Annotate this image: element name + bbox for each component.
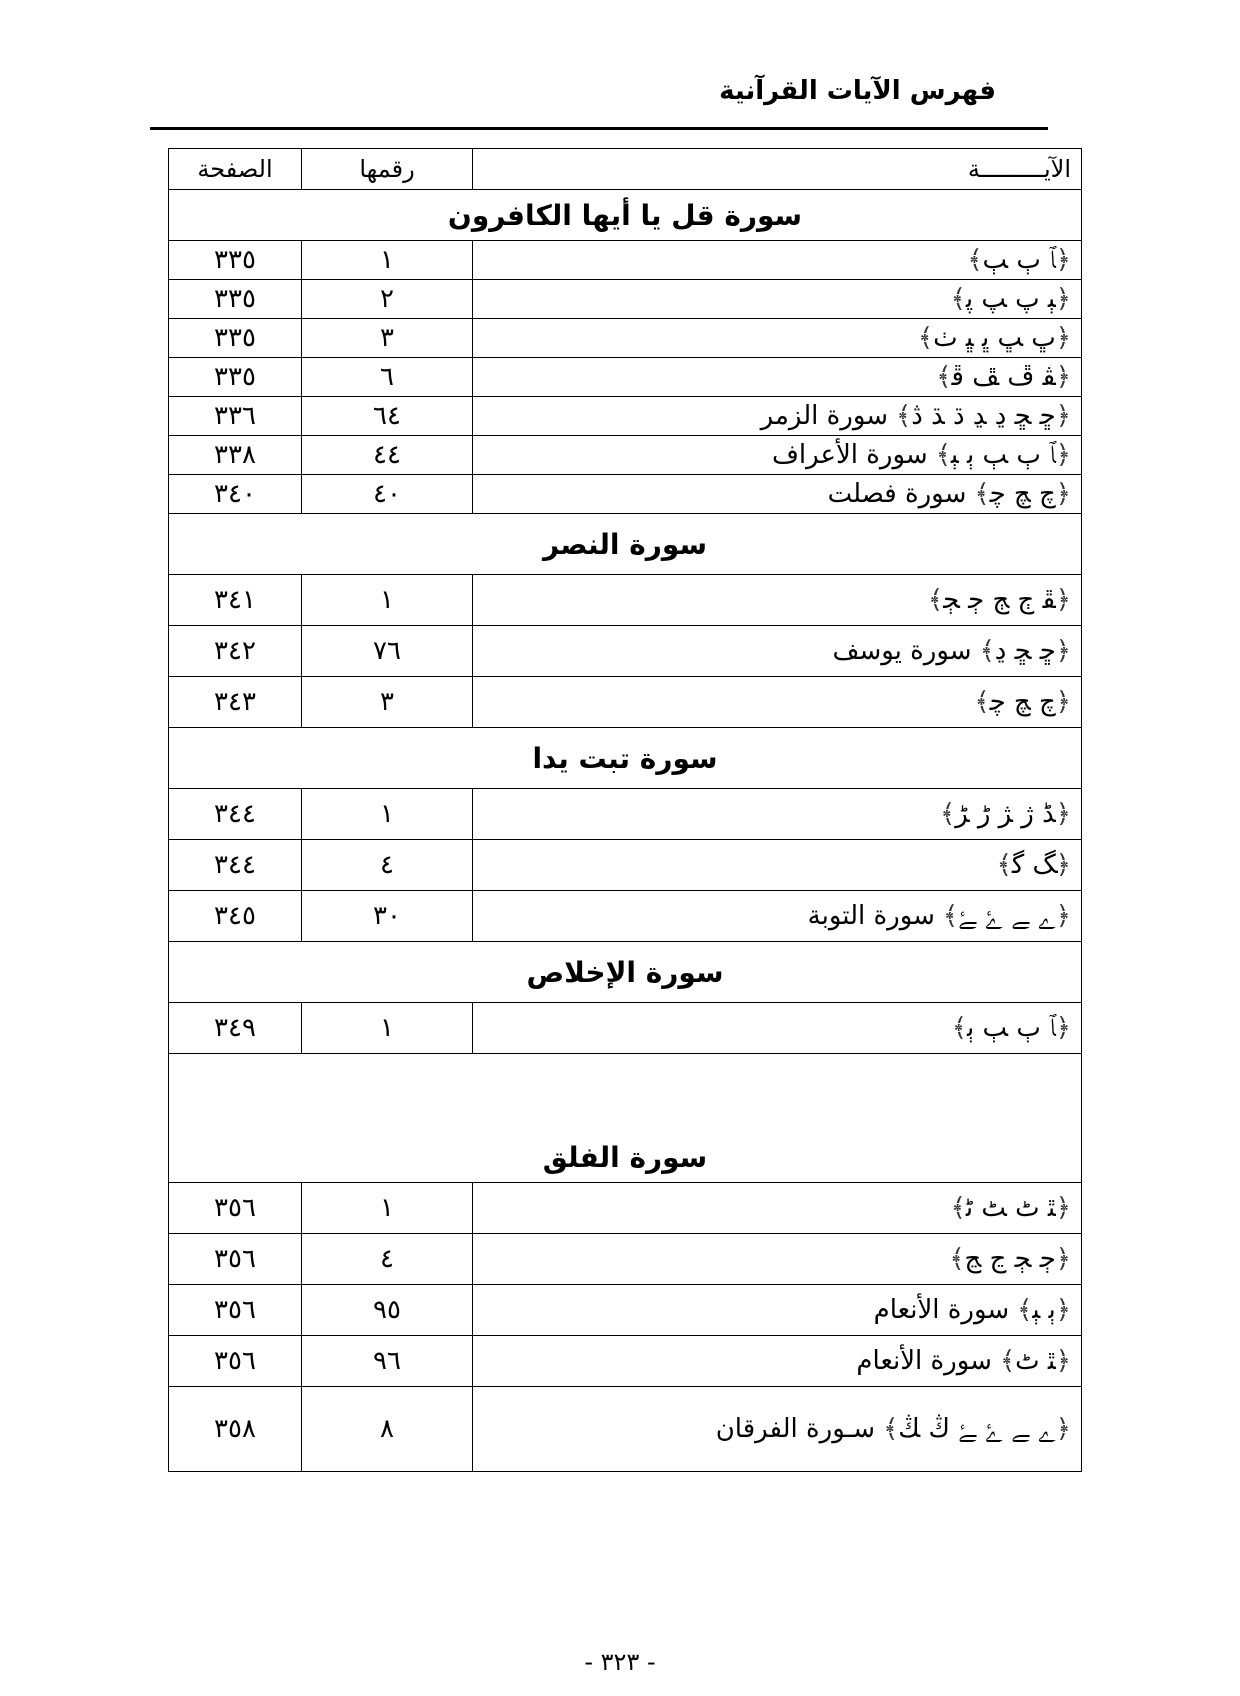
- verse-number-cell: ٦٤: [302, 397, 473, 436]
- surah-heading-row: [169, 190, 1082, 241]
- verse-cell: [473, 1336, 1082, 1387]
- ornamental-bracket-open-icon: ﴿: [1055, 284, 1071, 314]
- page-number-cell: ٣٣٦: [169, 397, 302, 436]
- surah-reference: سورة الزمر: [760, 401, 889, 431]
- ornamental-bracket-close-icon: ﴾: [917, 323, 934, 353]
- ornamental-bracket-close-icon: ﴾: [950, 284, 966, 314]
- surah-heading-row: [169, 942, 1082, 1003]
- ornamental-bracket-close-icon: ﴾: [935, 439, 951, 470]
- page-number-cell: ٣٣٥: [169, 319, 302, 358]
- page-number-cell: ٣٤٩: [169, 1003, 302, 1054]
- ornamental-bracket-open-icon: ﴿: [1055, 687, 1071, 717]
- verse-cell: [473, 1234, 1082, 1285]
- ornamental-bracket-close-icon: ﴾: [896, 401, 912, 431]
- page-number-cell: ٣٤٤: [169, 840, 302, 891]
- ornamental-bracket-open-icon: ﴿: [1055, 585, 1071, 615]
- surah-reference: سورة الأنعام: [873, 1295, 1010, 1325]
- surah-reference: سورة التوبة: [807, 900, 935, 931]
- verse-number-cell: ٩٦: [302, 1336, 473, 1387]
- verse-number-cell: ١: [302, 575, 473, 626]
- page-title: فهرس الآيات القرآنية: [719, 76, 996, 106]
- ornamental-bracket-close-icon: ﴾: [996, 850, 1012, 880]
- verse-number-cell: ١: [302, 1003, 473, 1054]
- ornamental-bracket-open-icon: ﴿: [1055, 439, 1071, 470]
- ornamental-bracket-open-icon: ﴿: [1055, 850, 1071, 880]
- verse-cell: [473, 319, 1082, 358]
- table-row: [169, 1183, 1082, 1234]
- table-row: [169, 1234, 1082, 1285]
- verse-glyphs: ﮉ ﮊ ﮋ ﮌ ﮍ: [955, 799, 1056, 829]
- page-number-cell: ٣٤١: [169, 575, 302, 626]
- verse-cell: [473, 475, 1082, 514]
- title-divider: [150, 127, 1048, 130]
- verse-index-table: [168, 148, 1082, 1472]
- verse-number-cell: ٤٠: [302, 475, 473, 514]
- verse-cell: [473, 575, 1082, 626]
- table-row: [169, 789, 1082, 840]
- table-row: [169, 280, 1082, 319]
- table-row: [169, 475, 1082, 514]
- verse-cell: [473, 1183, 1082, 1234]
- ornamental-bracket-close-icon: ﴾: [999, 1346, 1016, 1376]
- verse-number-cell: ٣: [302, 677, 473, 728]
- page-number-cell: ٣٤٠: [169, 475, 302, 514]
- page-number-cell: ٣٣٨: [169, 436, 302, 475]
- surah-heading-row: [169, 1054, 1082, 1183]
- table-row: [169, 575, 1082, 626]
- page-number-cell: ٣٥٦: [169, 1183, 302, 1234]
- verse-number-cell: ١: [302, 1183, 473, 1234]
- surah-reference: سـورة الفرقان: [715, 1413, 876, 1444]
- verse-number-cell: ١: [302, 789, 473, 840]
- verse-glyphs: ﮓ ﮔ: [1011, 850, 1056, 880]
- surah-title: سورة قل يا أيها الكافرون: [169, 190, 1082, 241]
- verse-cell: [473, 358, 1082, 397]
- ornamental-bracket-open-icon: ﴿: [1055, 799, 1071, 829]
- page-number-cell: ٣٥٨: [169, 1387, 302, 1472]
- page-number-cell: ٣٤٣: [169, 677, 302, 728]
- verse-cell: [473, 891, 1082, 942]
- verse-glyphs: ﭕ ﭖ ﭗ ﭘ: [965, 284, 1056, 314]
- ornamental-bracket-close-icon: ﴾: [974, 687, 990, 717]
- ornamental-bracket-close-icon: ﴾: [942, 900, 959, 931]
- verse-cell: [473, 280, 1082, 319]
- verse-glyphs: ﭔ ﭕ: [1032, 1295, 1056, 1325]
- verse-number-cell: ٦: [302, 358, 473, 397]
- page-number-cell: ٣٣٥: [169, 241, 302, 280]
- verse-glyphs: ﮮ ﮯ ﮰ ﮱ ﯓ ﯔ: [898, 1413, 1056, 1444]
- ornamental-bracket-open-icon: ﴿: [1055, 1413, 1071, 1444]
- ornamental-bracket-close-icon: ﴾: [949, 1244, 965, 1274]
- verse-number-cell: ٩٥: [302, 1285, 473, 1336]
- verse-cell: [473, 436, 1082, 475]
- verse-glyphs: ﭺ ﭻ ﭼ: [989, 479, 1056, 509]
- page-number-cell: ٣٥٦: [169, 1234, 302, 1285]
- ornamental-bracket-close-icon: ﴾: [940, 799, 956, 829]
- surah-title: سورة تبت يدا: [169, 728, 1082, 789]
- verse-cell: [473, 1387, 1082, 1472]
- verse-glyphs: ﭑ ﭒ ﭓ ﭔ ﭕ: [950, 439, 1056, 470]
- verse-number-cell: ٣: [302, 319, 473, 358]
- page-number-cell: ٣٥٦: [169, 1285, 302, 1336]
- verse-glyphs: ﭱ ﭲ ﭳ ﭴ ﭵ: [943, 585, 1056, 615]
- surah-reference: سورة الأعراف: [771, 439, 928, 470]
- verse-glyphs: ﭥ ﭦ: [1015, 1346, 1056, 1376]
- column-header-number: رقمها: [302, 149, 473, 190]
- verse-cell: [473, 677, 1082, 728]
- surah-title: سورة النصر: [169, 514, 1082, 575]
- table-header-row: [169, 149, 1082, 190]
- surah-heading-row: [169, 728, 1082, 789]
- ornamental-bracket-open-icon: ﴿: [1055, 636, 1071, 666]
- page-number-cell: ٣٤٥: [169, 891, 302, 942]
- table-row: [169, 358, 1082, 397]
- table-row: [169, 1387, 1082, 1472]
- ornamental-bracket-close-icon: ﴾: [936, 362, 952, 392]
- page-number-cell: ٣٤٤: [169, 789, 302, 840]
- surah-reference: سورة الأنعام: [856, 1346, 992, 1376]
- ornamental-bracket-open-icon: ﴿: [1055, 323, 1071, 353]
- ornamental-bracket-close-icon: ﴾: [979, 636, 995, 666]
- ornamental-bracket-open-icon: ﴿: [1055, 401, 1071, 431]
- column-header-verse: الآيـــــــــة: [473, 149, 1082, 190]
- verse-glyphs: ﮀ ﮁ ﮂ ﮃ ﮄ ﮅ ﮆ: [911, 401, 1056, 431]
- verse-glyphs: ﮀ ﮁ ﮂ: [994, 636, 1056, 666]
- verse-cell: [473, 840, 1082, 891]
- verse-number-cell: ٣٠: [302, 891, 473, 942]
- verse-glyphs: ﭑ ﭒ ﭓ ﭔ: [967, 1012, 1056, 1043]
- page-number-cell: ٣٤٢: [169, 626, 302, 677]
- table-row: [169, 677, 1082, 728]
- verse-cell: [473, 241, 1082, 280]
- ornamental-bracket-close-icon: ﴾: [1017, 1295, 1033, 1325]
- page-number-cell: ٣٣٥: [169, 280, 302, 319]
- verse-glyphs: ﭥ ﭦ ﭧ ﭨ: [965, 1193, 1056, 1223]
- verse-cell: [473, 1003, 1082, 1054]
- surah-title: سورة الفلق: [169, 1054, 1082, 1183]
- page-number: - ٣٢٣ -: [584, 1648, 656, 1676]
- column-header-page: الصفحة: [169, 149, 302, 190]
- ornamental-bracket-open-icon: ﴿: [1055, 244, 1071, 275]
- verse-number-cell: ٨: [302, 1387, 473, 1472]
- ornamental-bracket-open-icon: ﴿: [1055, 362, 1071, 392]
- table-row: [169, 1003, 1082, 1054]
- verse-cell: [473, 789, 1082, 840]
- page-number-cell: ٣٣٥: [169, 358, 302, 397]
- ornamental-bracket-open-icon: ﴿: [1055, 1012, 1071, 1043]
- ornamental-bracket-open-icon: ﴿: [1055, 1295, 1071, 1325]
- verse-glyphs: ﭭ ﭮ ﭯ ﭰ: [951, 362, 1056, 392]
- ornamental-bracket-close-icon: ﴾: [951, 1012, 968, 1043]
- ornamental-bracket-close-icon: ﴾: [950, 1193, 966, 1223]
- verse-number-cell: ٤٤: [302, 436, 473, 475]
- table-row: [169, 1285, 1082, 1336]
- verse-glyphs: ﭑ ﭒ ﭓ: [982, 244, 1056, 275]
- ornamental-bracket-open-icon: ﴿: [1055, 900, 1071, 931]
- surah-reference: سورة فصلت: [827, 479, 967, 509]
- table-row: [169, 840, 1082, 891]
- verse-number-cell: ٤: [302, 840, 473, 891]
- verse-glyphs: ﭴ ﭵ ﭶ ﭷ: [964, 1244, 1056, 1274]
- ornamental-bracket-close-icon: ﴾: [883, 1413, 899, 1444]
- page-number-cell: ٣٥٦: [169, 1336, 302, 1387]
- table-row: [169, 1336, 1082, 1387]
- table-row: [169, 397, 1082, 436]
- verse-cell: [473, 1285, 1082, 1336]
- verse-glyphs: ﮮ ﮯ ﮰ ﮱ: [958, 900, 1056, 931]
- verse-number-cell: ٤: [302, 1234, 473, 1285]
- verse-number-cell: ١: [302, 241, 473, 280]
- table-row: [169, 626, 1082, 677]
- ornamental-bracket-open-icon: ﴿: [1055, 1346, 1071, 1376]
- ornamental-bracket-close-icon: ﴾: [927, 585, 944, 615]
- surah-reference: سورة يوسف: [832, 636, 972, 666]
- ornamental-bracket-open-icon: ﴿: [1055, 1244, 1071, 1274]
- surah-heading-row: [169, 514, 1082, 575]
- table-row: [169, 241, 1082, 280]
- verse-number-cell: ٢: [302, 280, 473, 319]
- ornamental-bracket-open-icon: ﴿: [1055, 479, 1071, 509]
- ornamental-bracket-close-icon: ﴾: [974, 479, 990, 509]
- table-row: [169, 891, 1082, 942]
- verse-glyphs: ﭚ ﭛ ﭜ ﭝ ﭞ: [933, 323, 1056, 353]
- ornamental-bracket-close-icon: ﴾: [967, 244, 983, 275]
- table-row: [169, 319, 1082, 358]
- ornamental-bracket-open-icon: ﴿: [1055, 1193, 1071, 1223]
- verse-number-cell: ٧٦: [302, 626, 473, 677]
- verse-cell: [473, 397, 1082, 436]
- surah-title: سورة الإخلاص: [169, 942, 1082, 1003]
- verse-cell: [473, 626, 1082, 677]
- table-row: [169, 436, 1082, 475]
- verse-glyphs: ﭺ ﭻ ﭼ: [989, 687, 1056, 717]
